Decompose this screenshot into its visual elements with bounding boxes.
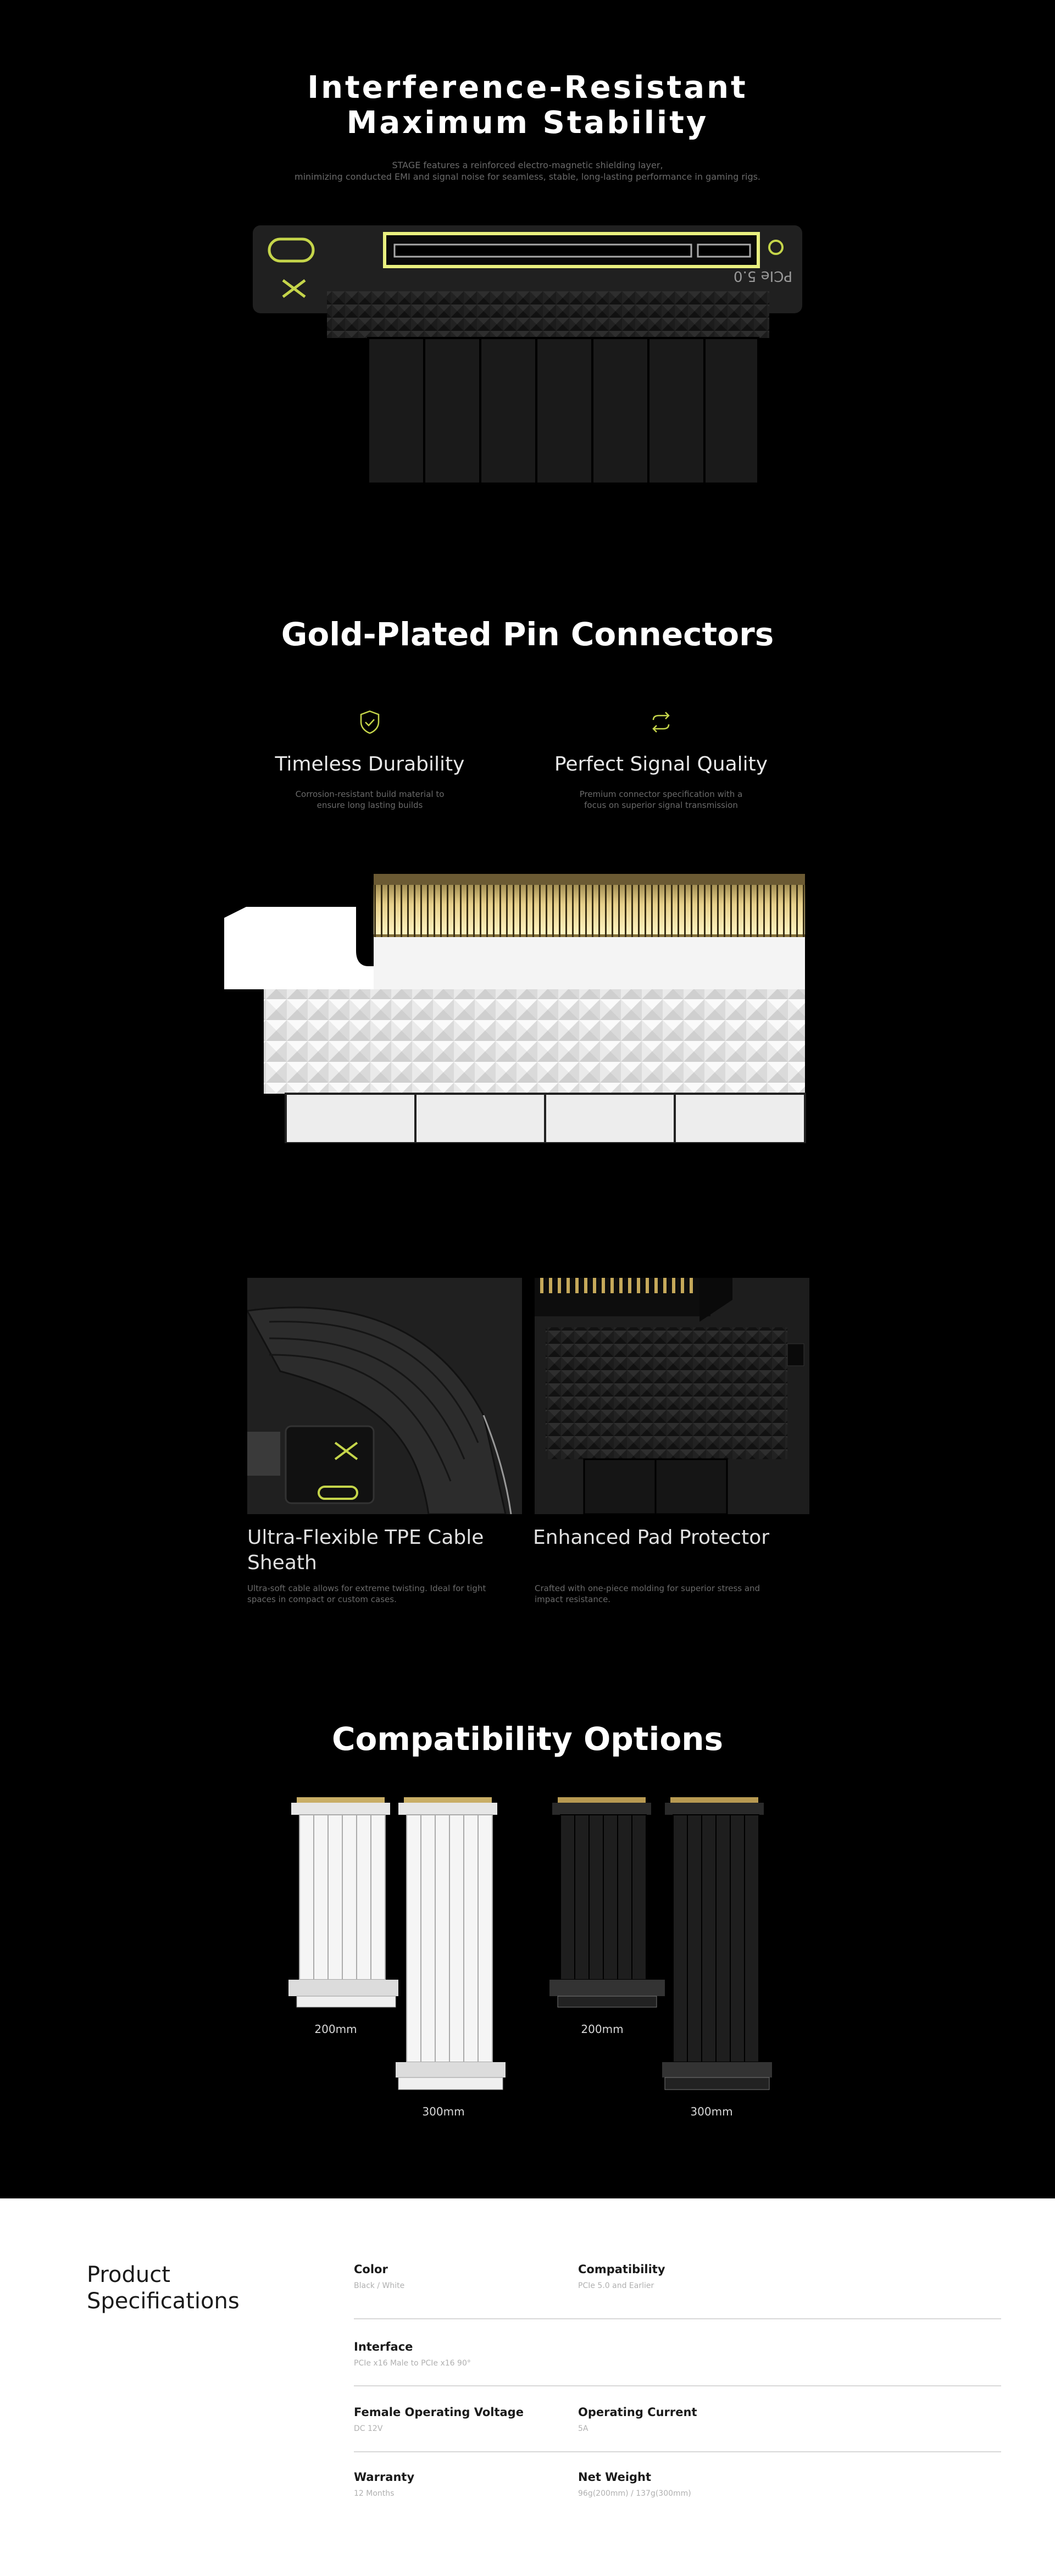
spec-compatibility	[578, 2263, 665, 2290]
connectors-title: Gold-Plated Pin Connectors	[281, 616, 774, 653]
product-black-200mm	[547, 1797, 668, 2012]
pad-protector-photo	[535, 1278, 809, 1514]
feature-signal	[546, 709, 776, 811]
feature-title: Perfect Signal Quality	[554, 753, 768, 775]
stability-desc-line2: minimizing conducted EMI and signal noise for seamless, stable, long-lasting performance in gaming rigs.	[294, 171, 761, 182]
feature-title: Timeless Durability	[275, 753, 465, 775]
stability-title-line1: Interference-Resistant	[307, 70, 748, 106]
spec-current	[578, 2406, 697, 2433]
spec-divider	[354, 2318, 1001, 2319]
stability-description	[0, 159, 1055, 182]
spec-value: 5A	[578, 2424, 588, 2433]
product-white-200mm	[286, 1797, 401, 2012]
compatibility-title: Compatibility Options	[331, 1720, 724, 1758]
spec-color	[354, 2263, 404, 2290]
spec-value: Black / White	[354, 2281, 405, 2290]
feature-durability	[254, 709, 485, 811]
stability-title-line2: Maximum Stability	[346, 105, 709, 141]
stability-title	[0, 70, 1055, 141]
spec-weight	[578, 2470, 691, 2498]
riser-image-white	[224, 874, 809, 1143]
spec-interface	[354, 2340, 471, 2368]
product-length-label: 300mm	[690, 2105, 733, 2118]
feature-desc: Premium connector specification with a focus on superior signal transmission	[579, 789, 743, 810]
tpe-cable-photo	[247, 1278, 522, 1514]
detail-title-pad: Enhanced Pad Protector	[533, 1526, 770, 1549]
spec-value: PCIe x16 Male to PCIe x16 90°	[354, 2359, 471, 2368]
product-white-300mm	[390, 1797, 508, 2094]
spec-label: Warranty	[354, 2470, 415, 2484]
detail-desc-pad: Crafted with one-piece molding for superior stress and impact resistance.	[535, 1583, 760, 1604]
spec-label: Color	[354, 2263, 388, 2276]
spec-divider	[354, 2385, 1001, 2386]
spec-label: Net Weight	[578, 2470, 652, 2484]
product-black-300mm	[657, 1797, 775, 2094]
spec-value: 96g(200mm) / 137g(300mm)	[578, 2489, 691, 2498]
detail-title-tpe: Ultra-Flexible TPE Cable Sheath	[247, 1526, 484, 1574]
specifications-section	[0, 2198, 1055, 2576]
spec-label: Operating Current	[578, 2406, 697, 2419]
spec-label: Interface	[354, 2340, 413, 2353]
detail-desc-tpe: Ultra-soft cable allows for extreme twisting. Ideal for tight spaces in compact or custom cases.	[247, 1583, 486, 1604]
product-length-label: 200mm	[314, 2023, 357, 2036]
shield-check-icon	[357, 709, 383, 735]
riser-image-black	[253, 225, 802, 484]
refresh-icon	[648, 709, 674, 735]
spec-value: DC 12V	[354, 2424, 383, 2433]
specs-title: Product Specifications	[87, 2262, 240, 2314]
product-length-label: 200mm	[581, 2023, 624, 2036]
pcie-label: PCIe 5.0	[734, 268, 793, 284]
spec-divider	[354, 2451, 1001, 2452]
spec-label: Female Operating Voltage	[354, 2406, 524, 2419]
spec-label: Compatibility	[578, 2263, 665, 2276]
stability-desc-line1: STAGE features a reinforced electro-magnetic shielding layer,	[392, 160, 663, 170]
spec-voltage	[354, 2406, 524, 2433]
product-length-label: 300mm	[422, 2105, 465, 2118]
feature-desc: Corrosion-resistant build material to ensure long lasting builds	[295, 789, 445, 810]
spec-value: 12 Months	[354, 2489, 395, 2498]
spec-warranty	[354, 2470, 414, 2498]
spec-value: PCIe 5.0 and Earlier	[578, 2281, 654, 2290]
